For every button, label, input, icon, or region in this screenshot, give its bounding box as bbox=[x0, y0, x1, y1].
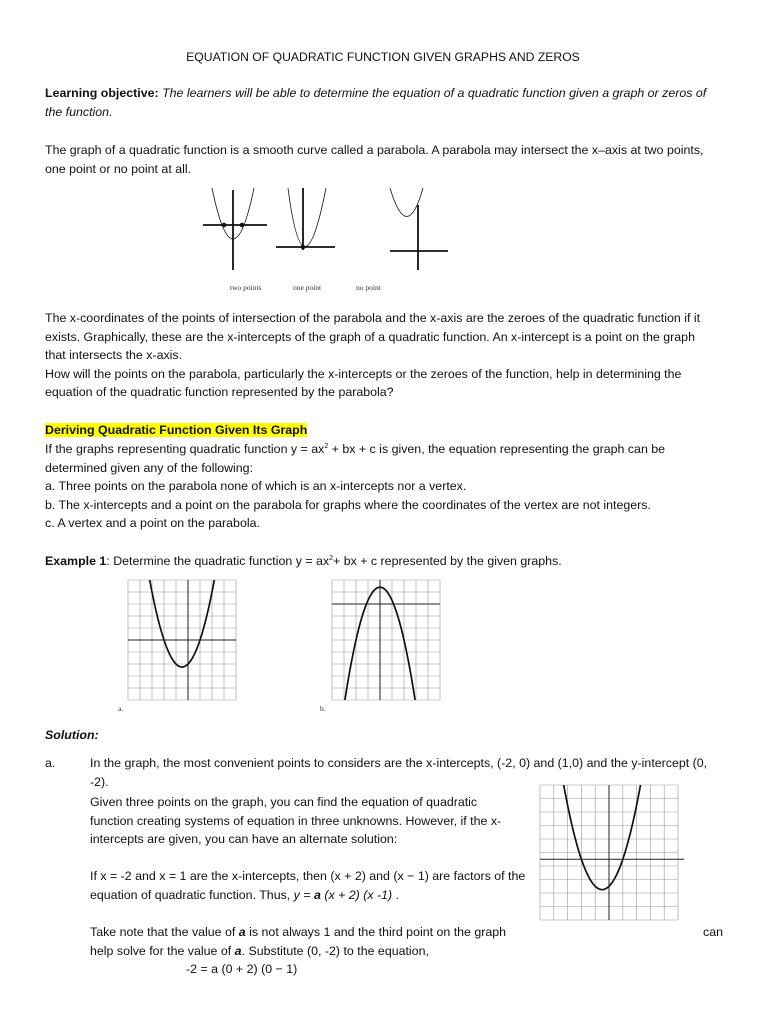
solution-text: function creating systems of equation in three unknowns. However, if the x- bbox=[90, 813, 502, 828]
example-text: + bx + c represented by the given graphs. bbox=[333, 554, 562, 568]
graph-label-a: a. bbox=[118, 704, 124, 713]
exponent: 2 bbox=[324, 442, 329, 450]
solution-text: is not always 1 and the third point on the graph bbox=[245, 925, 507, 939]
solution-text: help solve for the value of bbox=[90, 943, 235, 958]
solution-text: equation of quadratic function. Thus, bbox=[90, 887, 294, 902]
figure-label-two-points: two points bbox=[230, 283, 262, 292]
learning-objective bbox=[45, 84, 725, 121]
zeroes-line: exists. Graphically, these are the x-intercepts of the graph of a quadratic function. An x-intercept is a point on the graph bbox=[45, 329, 695, 344]
derive-text: If the graphs representing quadratic function y = ax bbox=[45, 442, 325, 456]
solution-text: In the graph, the most convenient points to considers are the x-intercepts, (-2, 0) and (1,0) and the y-intercept (0, bbox=[90, 756, 708, 770]
solution-text: Take note that the value of bbox=[90, 925, 239, 939]
example-1 bbox=[45, 552, 725, 571]
objective-label: Learning objective: bbox=[45, 86, 159, 100]
example-graph-b bbox=[332, 580, 452, 705]
zeroes-line: that intersects the x-axis. bbox=[45, 348, 183, 363]
solution-text: If x = -2 and x = 1 are the x-intercepts, then (x + 2) and (x − 1) are factors of the bbox=[90, 869, 526, 883]
highlighted-heading: Deriving Quadratic Function Given Its Graph bbox=[45, 423, 308, 437]
equation-coefficient: a bbox=[234, 943, 242, 958]
section-heading bbox=[45, 421, 725, 440]
derive-text: + bx + c is given, the equation representing the graph can be bbox=[328, 442, 666, 456]
zeroes-line: How will the points on the parabola, particularly the x-intercepts or the zeroes of the function, help in determining the bbox=[45, 366, 682, 381]
solution-text: intercepts are given, you can have an alternate solution: bbox=[90, 832, 398, 847]
derive-item-b: b. The x-intercepts and a point on the parabola for graphs where the coordinates of the vertex are not integers. bbox=[45, 497, 651, 512]
zeroes-line: equation of the quadratic function represented by the parabola? bbox=[45, 385, 394, 400]
zeroes-paragraph bbox=[45, 309, 725, 402]
derive-paragraph bbox=[45, 440, 725, 533]
solution-label bbox=[45, 726, 725, 745]
solution-text: Given three points on the graph, you can find the equation of quadratic bbox=[90, 795, 478, 809]
substitution-equation: -2 = a (0 + 2) (0 − 1) bbox=[186, 962, 298, 977]
equation-coefficient: a bbox=[238, 925, 246, 939]
figure-label-no-point: no point bbox=[356, 283, 381, 292]
intro-paragraph: The graph of a quadratic function is a smooth curve called a parabola. A parabola may intersect the x–axis at two points, one point or no point at all. bbox=[45, 143, 704, 176]
equation-coefficient: a bbox=[314, 887, 321, 902]
solution-text: can bbox=[703, 925, 723, 939]
example-label: Example 1 bbox=[45, 554, 107, 568]
derive-item-c: c. A vertex and a point on the parabola. bbox=[45, 516, 260, 531]
derive-item-a: a. Three points on the parabola none of which is an x-intercepts nor a vertex. bbox=[45, 479, 467, 494]
parabola-intersections-figure bbox=[200, 185, 460, 275]
solution-paragraph-1 bbox=[90, 793, 530, 849]
solution-graph bbox=[540, 785, 685, 925]
derive-text: determined given any of the following: bbox=[45, 460, 254, 475]
figure-label-one-point: one point bbox=[293, 283, 322, 292]
equation-part: (x + 2) (x -1) bbox=[320, 887, 393, 902]
solution-text: . Substitute (0, -2) to the equation, bbox=[241, 943, 429, 958]
objective-text: The learners will be able to determine the equation of a quadratic function given a graph or zeros of the function. bbox=[45, 86, 707, 119]
exponent: 2 bbox=[329, 554, 334, 562]
solution-a-marker: a. bbox=[45, 756, 56, 770]
solution-text: -2). bbox=[90, 774, 109, 789]
example-graph-a bbox=[128, 580, 248, 705]
zeroes-line: The x-coordinates of the points of intersection of the parabola and the x-axis are the zeroes of the quadratic function if it bbox=[45, 311, 701, 325]
equation-part: y = bbox=[293, 887, 314, 902]
document-title: EQUATION OF QUADRATIC FUNCTION GIVEN GRAPHS AND ZEROS bbox=[186, 50, 580, 64]
solution-paragraph-2 bbox=[90, 867, 550, 904]
solution-heading: Solution: bbox=[45, 728, 99, 742]
example-text: : Determine the quadratic function y = ax bbox=[106, 554, 330, 568]
graph-label-b: b. bbox=[320, 704, 326, 713]
solution-text: . bbox=[392, 887, 400, 902]
solution-paragraph-3 bbox=[90, 923, 723, 979]
